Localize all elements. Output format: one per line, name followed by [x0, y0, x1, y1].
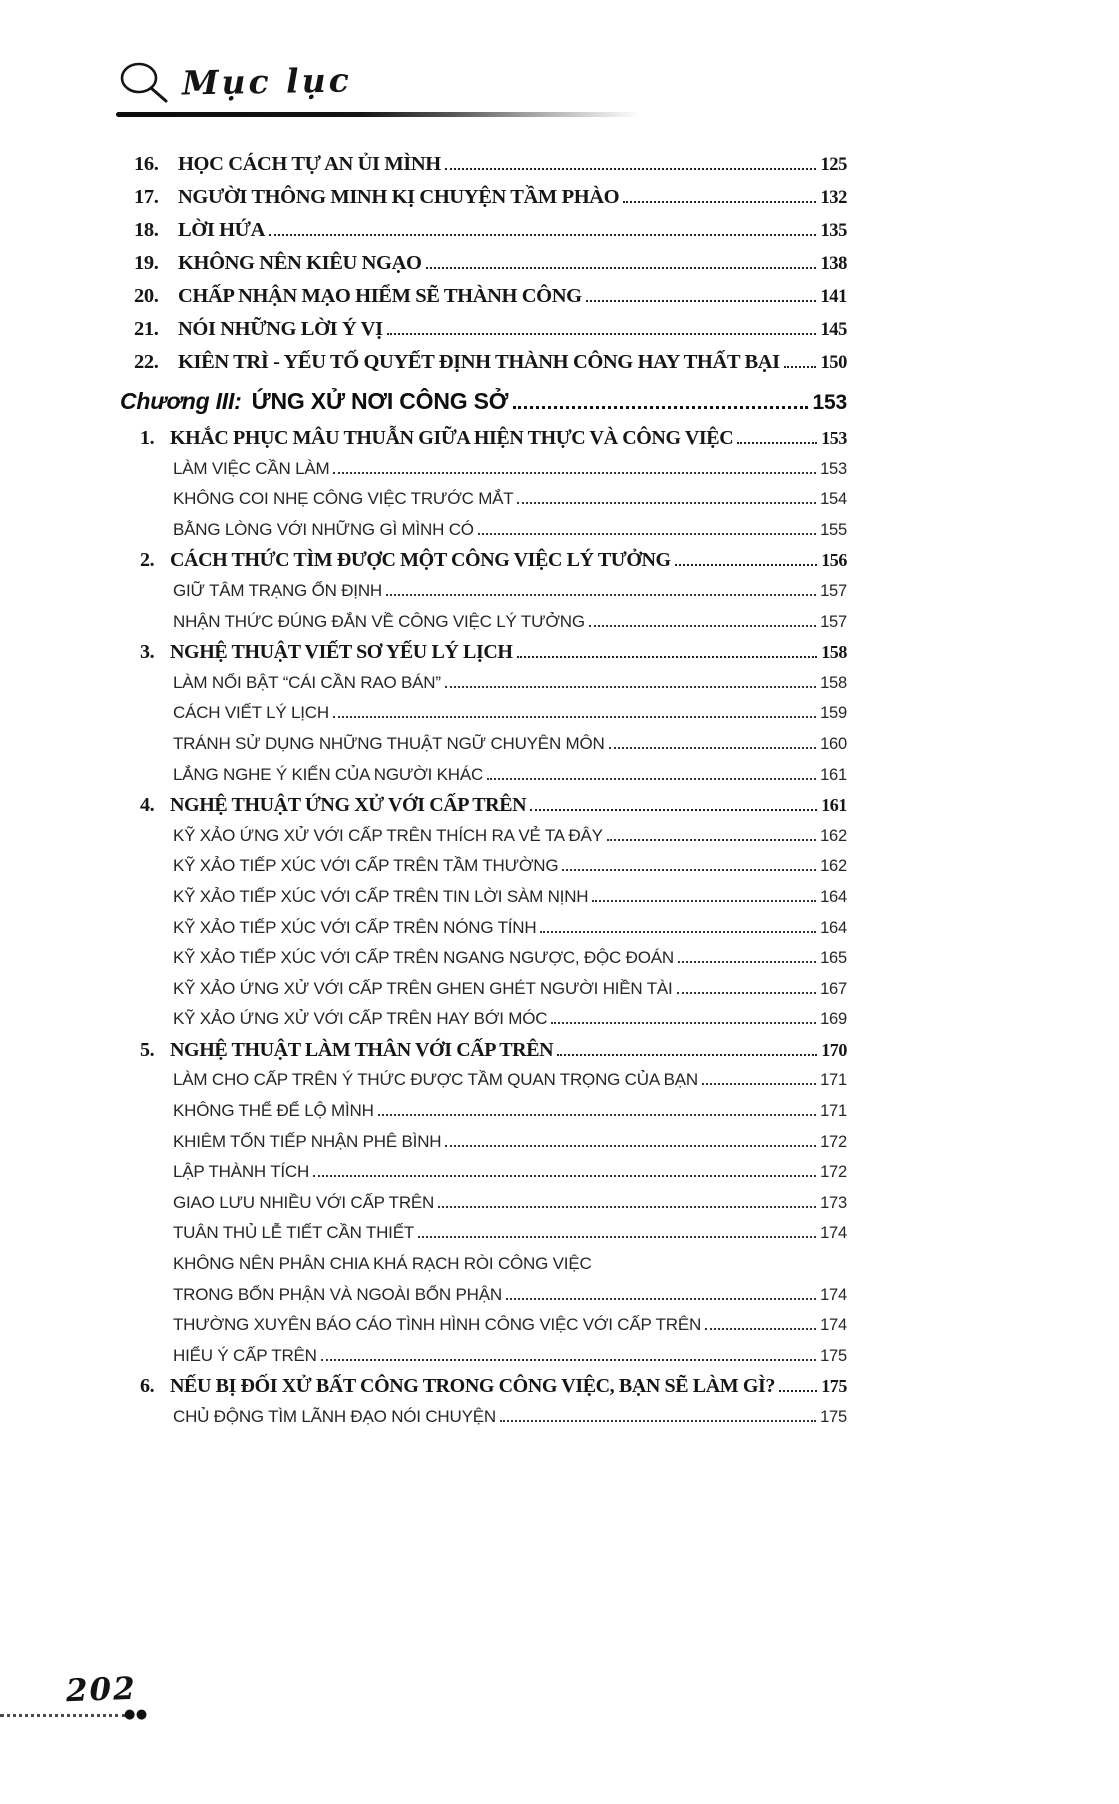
toc-entry-label: LẬP THÀNH TÍCH	[173, 1162, 310, 1182]
dot-leader	[592, 900, 816, 902]
toc-entry	[120, 790, 847, 821]
toc-entry	[120, 698, 847, 729]
toc-entry-page: 155	[820, 520, 847, 539]
toc-entry	[120, 1341, 847, 1372]
toc-entry-label: NGHỆ THUẬT VIẾT SƠ YẾU LÝ LỊCH	[170, 641, 513, 664]
toc-entry-label: KHÔNG THỂ ĐỂ LỘ MÌNH	[173, 1101, 374, 1121]
dot-leader	[737, 442, 817, 444]
toc-entry-label: NẾU BỊ ĐỐI XỬ BẤT CÔNG TRONG CÔNG VIỆC, BẠN SẼ LÀM GÌ?	[170, 1375, 775, 1398]
toc-entry-label: KỸ XẢO TIẾP XÚC VỚI CẤP TRÊN NÓNG TÍNH	[173, 917, 537, 937]
dot-leader	[445, 686, 816, 688]
toc-entry	[120, 379, 847, 423]
toc-entry-label: KỸ XẢO TIẾP XÚC VỚI CẤP TRÊN TẦM THƯỜNG	[173, 856, 559, 876]
dot-leader	[530, 809, 817, 811]
toc-entry	[120, 1188, 847, 1219]
decorative-q-flourish-icon	[116, 58, 170, 104]
toc-entry-label: CHỦ ĐỘNG TÌM LÃNH ĐẠO NÓI CHUYỆN	[173, 1407, 496, 1426]
toc-entry-page: 172	[820, 1163, 847, 1182]
toc-entry-label: KIÊN TRÌ - YẾU TỐ QUYẾT ĐỊNH THÀNH CÔNG HAY THẤT BẠI	[178, 351, 780, 373]
toc-entry-label: TUÂN THỦ LỄ TIẾT CẦN THIẾT	[173, 1223, 415, 1243]
toc-entry-page: 175	[821, 1376, 847, 1397]
dot-leader	[540, 931, 816, 933]
toc-entry-label: KỸ XẢO TIẾP XÚC VỚI CẤP TRÊN TIN LỜI SÀM NỊNH	[173, 886, 589, 906]
toc-entry	[120, 1004, 847, 1035]
toc-entry-page: 164	[820, 918, 847, 937]
toc-entry-label: TRONG BỔN PHẬN VÀ NGOÀI BỔN PHẬN	[173, 1284, 502, 1304]
dot-leader	[623, 201, 816, 203]
toc-entry-page: 165	[820, 949, 847, 968]
dot-leader	[705, 1328, 816, 1330]
toc-list	[120, 148, 847, 1433]
toc-entry-page: 159	[820, 704, 847, 723]
toc-entry-page: 174	[820, 1285, 847, 1304]
toc-entry-page: 161	[820, 765, 847, 784]
toc-entry-label: LẮNG NGHE Ý KIẾN CỦA NGƯỜI KHÁC	[173, 764, 484, 784]
toc-entry	[120, 515, 847, 546]
toc-entry-label: KHÔNG COI NHẸ CÔNG VIỆC TRƯỚC MẮT	[173, 489, 514, 509]
toc-entry-label: TRÁNH SỬ DỤNG NHỮNG THUẬT NGỮ CHUYÊN MÔN	[173, 733, 605, 753]
toc-entry	[120, 1127, 847, 1158]
toc-entry-page: 132	[820, 188, 847, 208]
dot-leader	[609, 747, 816, 749]
toc-entry	[120, 882, 847, 913]
toc-entry-page: 161	[821, 795, 847, 816]
toc-entry	[120, 1035, 847, 1066]
toc-entry-page: 171	[820, 1071, 847, 1090]
dot-leader	[478, 533, 816, 535]
toc-entry-label: NGƯỜI THÔNG MINH KỊ CHUYỆN TẦM PHÀO	[178, 186, 620, 208]
toc-entry	[120, 637, 847, 668]
dot-leader	[387, 333, 817, 335]
toc-entry-number: 4.	[140, 794, 155, 817]
toc-entry-label: KHÔNG NÊN PHÂN CHIA KHÁ RẠCH RÒI CÔNG VIỆC	[173, 1254, 592, 1274]
page-title: Mục lục	[181, 60, 353, 102]
toc-entry-page: 160	[820, 734, 847, 753]
toc-entry	[120, 247, 847, 280]
dot-leader	[702, 1083, 816, 1085]
toc-entry-label: CÁCH VIẾT LÝ LỊCH	[173, 703, 329, 723]
toc-entry	[120, 1280, 847, 1311]
toc-entry-page: 141	[820, 287, 847, 307]
toc-entry-number: 6.	[140, 1375, 155, 1398]
toc-entry-label: CÁCH THỨC TÌM ĐƯỢC MỘT CÔNG VIỆC LÝ TƯỞNG	[170, 549, 671, 572]
toc-entry-label: LÀM VIỆC CẦN LÀM	[173, 458, 330, 478]
toc-entry-number: 21.	[134, 318, 159, 340]
toc-entry-page: 125	[820, 155, 847, 175]
toc-entry	[120, 484, 847, 515]
toc-entry-page: 174	[820, 1316, 847, 1335]
toc-entry	[120, 148, 847, 181]
dot-leader	[445, 1145, 816, 1147]
dot-leader	[589, 625, 816, 627]
toc-entry-page: 150	[820, 353, 847, 373]
toc-entry-page: 170	[821, 1039, 847, 1060]
toc-entry	[120, 1218, 847, 1249]
toc-entry-label: KHẮC PHỤC MÂU THUẪN GIỮA HIỆN THỰC VÀ CÔNG VIỆC	[170, 427, 734, 449]
dot-leader	[675, 564, 818, 566]
toc-entry-page: 175	[820, 1408, 847, 1426]
toc-entry-page: 158	[820, 673, 847, 692]
dot-leader	[678, 961, 816, 963]
toc-entry	[120, 576, 847, 607]
header-rule	[116, 112, 656, 117]
toc-entry-number: 16.	[134, 153, 159, 175]
dot-leader	[386, 594, 816, 596]
toc-entry	[120, 913, 847, 944]
dot-leader	[333, 472, 816, 474]
footer-end-dots: ●●	[124, 1707, 148, 1722]
toc-entry	[120, 1157, 847, 1188]
toc-entry-label: KỸ XẢO TIẾP XÚC VỚI CẤP TRÊN NGANG NGƯỢC, ĐỘC ĐOÁN	[173, 948, 674, 968]
dot-leader	[562, 869, 816, 871]
toc-entry	[120, 423, 847, 454]
dot-leader	[513, 406, 807, 409]
toc-entry-label: NHẬN THỨC ĐÚNG ĐẮN VỀ CÔNG VIỆC LÝ TƯỞNG	[173, 611, 585, 631]
toc-entry-label: KỸ XẢO ỨNG XỬ VỚI CẤP TRÊN THÍCH RA VẺ TA ĐÂY	[173, 825, 603, 845]
toc-entry-label: CHẤP NHẬN MẠO HIỂM SẼ THÀNH CÔNG	[178, 285, 582, 307]
toc-entry-label: KHÔNG NÊN KIÊU NGẠO	[178, 252, 422, 274]
toc-entry-label: LỜI HỨA	[178, 219, 265, 241]
toc-entry-page: 164	[820, 887, 847, 906]
toc-entry	[120, 181, 847, 214]
toc-entry-label: THƯỜNG XUYÊN BÁO CÁO TÌNH HÌNH CÔNG VIỆC VỚI CẤP TRÊN	[173, 1315, 702, 1335]
toc-entry	[120, 851, 847, 882]
toc-entry	[120, 1371, 847, 1402]
toc-entry	[120, 1096, 847, 1127]
toc-entry	[120, 280, 847, 313]
toc-entry-page: 138	[820, 254, 847, 274]
toc-entry-label: KỸ XẢO ỨNG XỬ VỚI CẤP TRÊN GHEN GHÉT NGƯỜI HIỀN TÀI	[173, 978, 673, 998]
toc-entry	[120, 1402, 847, 1433]
toc-entry-number: 1.	[140, 427, 155, 449]
footer-dotted-rule	[0, 1714, 126, 1717]
dot-leader	[378, 1114, 816, 1116]
toc-entry-label: HỌC CÁCH TỰ AN ỦI MÌNH	[178, 153, 441, 175]
toc-entry	[120, 821, 847, 852]
dot-leader	[313, 1175, 816, 1177]
dot-leader	[779, 1390, 817, 1392]
dot-leader	[677, 992, 816, 994]
toc-entry	[120, 346, 847, 379]
toc-entry-page: 174	[820, 1224, 847, 1243]
dot-leader	[418, 1236, 816, 1238]
toc-entry-label: NÓI NHỮNG LỜI Ý VỊ	[178, 318, 383, 340]
toc-entry-label: KHIÊM TỐN TIẾP NHẬN PHÊ BÌNH	[173, 1131, 442, 1151]
toc-entry-page: 173	[820, 1193, 847, 1212]
toc-entry	[120, 974, 847, 1005]
toc-entry	[120, 1249, 847, 1280]
dot-leader	[517, 502, 816, 504]
toc-entry-label: ỨNG XỬ NƠI CÔNG SỞ	[251, 388, 509, 414]
toc-entry	[120, 760, 847, 791]
toc-entry-page: 153	[820, 459, 847, 478]
toc-entry-page: 145	[820, 320, 847, 340]
toc-entry	[120, 1310, 847, 1341]
toc-entry-number: 18.	[134, 219, 159, 241]
toc-entry-label: GIAO LƯU NHIỀU VỚI CẤP TRÊN	[173, 1192, 435, 1212]
dot-leader	[784, 366, 817, 368]
toc-entry	[120, 313, 847, 346]
toc-entry-label: KỸ XẢO ỨNG XỬ VỚI CẤP TRÊN HAY BỚI MÓC	[173, 1009, 548, 1029]
toc-entry-page: 175	[820, 1346, 847, 1365]
dot-leader	[557, 1054, 817, 1056]
toc-entry-page: 162	[820, 857, 847, 876]
footer-page-number: 202	[65, 1670, 138, 1710]
dot-leader	[269, 234, 816, 236]
toc-entry	[120, 1065, 847, 1096]
toc-entry	[120, 668, 847, 699]
toc-entry-label: LÀM CHO CẤP TRÊN Ý THỨC ĐƯỢC TẦM QUAN TRỌNG CỦA BẠN	[173, 1070, 698, 1090]
toc-entry-page: 162	[820, 826, 847, 845]
toc-entry-label: GIỮ TÂM TRẠNG ỔN ĐỊNH	[173, 580, 382, 600]
toc-entry	[120, 545, 847, 576]
dot-leader	[487, 778, 816, 780]
toc-entry-number: 5.	[140, 1038, 155, 1061]
dot-leader	[551, 1022, 816, 1024]
page-header	[116, 58, 656, 117]
toc-entry-page: 172	[820, 1132, 847, 1151]
dot-leader	[506, 1298, 816, 1300]
dot-leader	[426, 267, 817, 269]
toc-entry-number: Chương III:	[120, 388, 242, 414]
toc-entry-page: 158	[821, 642, 847, 663]
dot-leader	[445, 168, 817, 170]
dot-leader	[333, 716, 816, 718]
dot-leader	[607, 839, 816, 841]
toc-entry-page: 171	[820, 1102, 847, 1121]
toc-entry	[120, 454, 847, 485]
toc-entry-label: NGHỆ THUẬT ỨNG XỬ VỚI CẤP TRÊN	[170, 794, 527, 817]
toc-entry-number: 3.	[140, 641, 155, 664]
toc-entry-number: 2.	[140, 549, 155, 572]
toc-entry-page: 135	[820, 221, 847, 241]
toc-entry-page: 153	[812, 391, 847, 414]
dot-leader	[438, 1206, 816, 1208]
toc-entry-page: 157	[820, 612, 847, 631]
toc-entry-label: LÀM NỔI BẬT “CÁI CẦN RAO BÁN”	[173, 672, 441, 692]
toc-entry	[120, 729, 847, 760]
toc-entry-label: HIỂU Ý CẤP TRÊN	[173, 1345, 317, 1365]
dot-leader	[500, 1420, 816, 1422]
toc-entry-page: 153	[821, 428, 847, 448]
toc-entry-number: 22.	[134, 351, 159, 373]
toc-entry-page: 154	[820, 490, 847, 509]
dot-leader	[321, 1359, 816, 1361]
toc-entry-number: 19.	[134, 252, 159, 274]
toc-entry-page: 156	[821, 550, 847, 571]
toc-entry-label: NGHỆ THUẬT LÀM THÂN VỚI CẤP TRÊN	[170, 1038, 554, 1061]
toc-entry-label: BẰNG LÒNG VỚI NHỮNG GÌ MÌNH CÓ	[173, 519, 474, 539]
toc-entry	[120, 214, 847, 247]
toc-entry-page: 169	[820, 1010, 847, 1029]
toc-entry-number: 20.	[134, 285, 159, 307]
dot-leader	[586, 300, 817, 302]
toc-entry-page: 157	[820, 581, 847, 600]
toc-entry-page: 167	[820, 979, 847, 998]
dot-leader	[517, 656, 818, 658]
toc-entry	[120, 607, 847, 638]
toc-entry-number: 17.	[134, 186, 159, 208]
toc-entry	[120, 943, 847, 974]
